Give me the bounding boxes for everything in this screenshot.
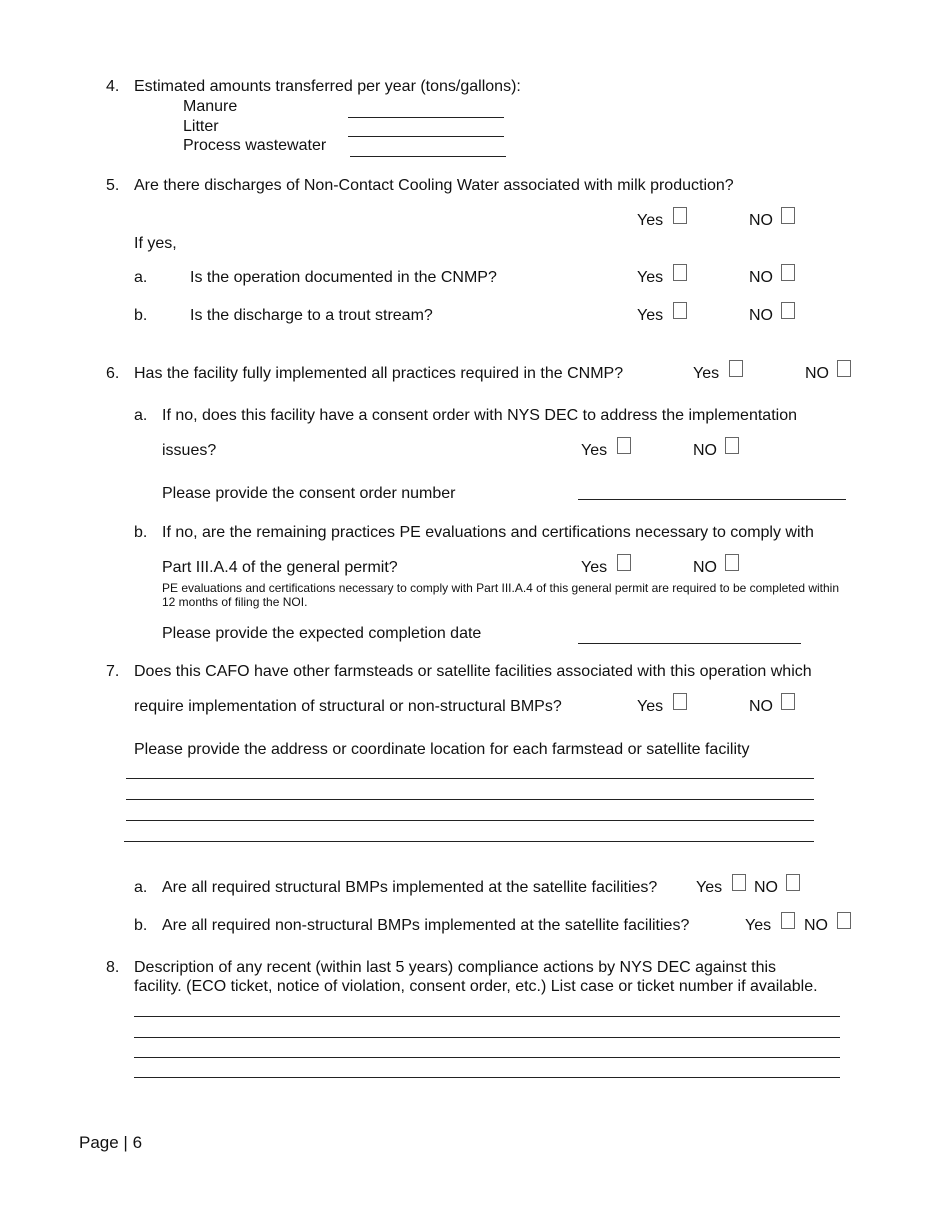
q7b-no-checkbox[interactable]: [837, 912, 851, 929]
q6-yes-checkbox[interactable]: [729, 360, 743, 377]
q4-number: 4.: [106, 78, 120, 95]
q6a-text-line1: If no, does this facility have a consent order with NYS DEC to address the implementation: [162, 407, 797, 424]
q5a-letter: a.: [134, 269, 148, 286]
q6b-date-label: Please provide the expected completion date: [162, 625, 482, 642]
q6b-no-label: NO: [693, 559, 717, 576]
q7a-no-label: NO: [754, 879, 778, 896]
q4-item-litter: Litter: [183, 118, 219, 135]
q6a-yes-checkbox[interactable]: [617, 437, 631, 454]
q7-text-line2: require implementation of structural or non-structural BMPs?: [134, 698, 562, 715]
q6b-yes-checkbox[interactable]: [617, 554, 631, 571]
q6a-no-label: NO: [693, 442, 717, 459]
wastewater-amount-field[interactable]: [350, 156, 506, 157]
q6-no-checkbox[interactable]: [837, 360, 851, 377]
litter-amount-field[interactable]: [348, 136, 504, 137]
page-number: Page | 6: [79, 1133, 143, 1152]
q7a-yes-label: Yes: [696, 879, 723, 896]
q7b-yes-checkbox[interactable]: [781, 912, 795, 929]
q6a-no-checkbox[interactable]: [725, 437, 739, 454]
address-line-4[interactable]: [124, 841, 814, 842]
q7-yes-label: Yes: [637, 698, 664, 715]
q5-no-label: NO: [749, 212, 773, 229]
q5a-text: Is the operation documented in the CNMP?: [190, 269, 497, 286]
q6a-text-line2: issues?: [162, 442, 217, 459]
q7b-yes-label: Yes: [745, 917, 772, 934]
q6b-letter: b.: [134, 524, 148, 541]
compliance-line-1[interactable]: [134, 1016, 840, 1017]
q7a-yes-checkbox[interactable]: [732, 874, 746, 891]
q5b-text: Is the discharge to a trout stream?: [190, 307, 433, 324]
q6a-letter: a.: [134, 407, 148, 424]
q8-text-line1: Description of any recent (within last 5 years) compliance actions by NYS DEC against this: [134, 959, 777, 976]
q5b-no-checkbox[interactable]: [781, 302, 795, 319]
q5-yes-checkbox[interactable]: [673, 207, 687, 224]
q5-if-yes: If yes,: [134, 235, 177, 252]
q6-number: 6.: [106, 365, 120, 382]
q6b-yes-label: Yes: [581, 559, 608, 576]
completion-date-field[interactable]: [578, 643, 801, 644]
q7-yes-checkbox[interactable]: [673, 693, 687, 710]
q6b-note-line2: 12 months of filing the NOI.: [162, 595, 308, 609]
q5b-yes-label: Yes: [637, 307, 664, 324]
q5-number: 5.: [106, 177, 120, 194]
q6b-note-line1: PE evaluations and certifications necessary to comply with Part III.A.4 of this general permit are required to be completed within: [162, 581, 840, 595]
q7b-text: Are all required non-structural BMPs implemented at the satellite facilities?: [162, 917, 690, 934]
compliance-line-2[interactable]: [134, 1037, 840, 1038]
q5a-yes-checkbox[interactable]: [673, 264, 687, 281]
q5a-no-label: NO: [749, 269, 773, 286]
address-line-3[interactable]: [126, 820, 814, 821]
q5-text: Are there discharges of Non-Contact Cooling Water associated with milk production?: [134, 177, 734, 194]
q8-text-line2: facility. (ECO ticket, notice of violation, consent order, etc.) List case or ticket number if available.: [134, 978, 818, 995]
q7-no-label: NO: [749, 698, 773, 715]
manure-amount-field[interactable]: [348, 117, 504, 118]
q6b-no-checkbox[interactable]: [725, 554, 739, 571]
q7a-text: Are all required structural BMPs implemented at the satellite facilities?: [162, 879, 658, 896]
q7-text-line1: Does this CAFO have other farmsteads or satellite facilities associated with this operation which: [134, 663, 812, 680]
q5b-yes-checkbox[interactable]: [673, 302, 687, 319]
q7-number: 7.: [106, 663, 120, 680]
compliance-line-4[interactable]: [134, 1077, 840, 1078]
q7-address-label: Please provide the address or coordinate location for each farmstead or satellite facility: [134, 741, 750, 758]
q6b-text-line2: Part III.A.4 of the general permit?: [162, 559, 398, 576]
q6-text: Has the facility fully implemented all practices required in the CNMP?: [134, 365, 624, 382]
q5a-yes-label: Yes: [637, 269, 664, 286]
q6a-consent-label: Please provide the consent order number: [162, 485, 456, 502]
q8-number: 8.: [106, 959, 120, 976]
q7b-no-label: NO: [804, 917, 828, 934]
q4-text: Estimated amounts transferred per year (tons/gallons):: [134, 78, 521, 95]
q5-no-checkbox[interactable]: [781, 207, 795, 224]
q5b-letter: b.: [134, 307, 148, 324]
q5-yes-label: Yes: [637, 212, 664, 229]
q7a-letter: a.: [134, 879, 148, 896]
q5b-no-label: NO: [749, 307, 773, 324]
consent-order-number-field[interactable]: [578, 499, 846, 500]
address-line-2[interactable]: [126, 799, 814, 800]
address-line-1[interactable]: [126, 778, 814, 779]
q7a-no-checkbox[interactable]: [786, 874, 800, 891]
q7b-letter: b.: [134, 917, 148, 934]
q4-item-manure: Manure: [183, 98, 238, 115]
q6-yes-label: Yes: [693, 365, 720, 382]
q6b-text-line1: If no, are the remaining practices PE evaluations and certifications necessary to comply with: [162, 524, 814, 541]
q4-item-wastewater: Process wastewater: [183, 137, 327, 154]
q7-no-checkbox[interactable]: [781, 693, 795, 710]
q6a-yes-label: Yes: [581, 442, 608, 459]
q6-no-label: NO: [805, 365, 829, 382]
compliance-line-3[interactable]: [134, 1057, 840, 1058]
q5a-no-checkbox[interactable]: [781, 264, 795, 281]
